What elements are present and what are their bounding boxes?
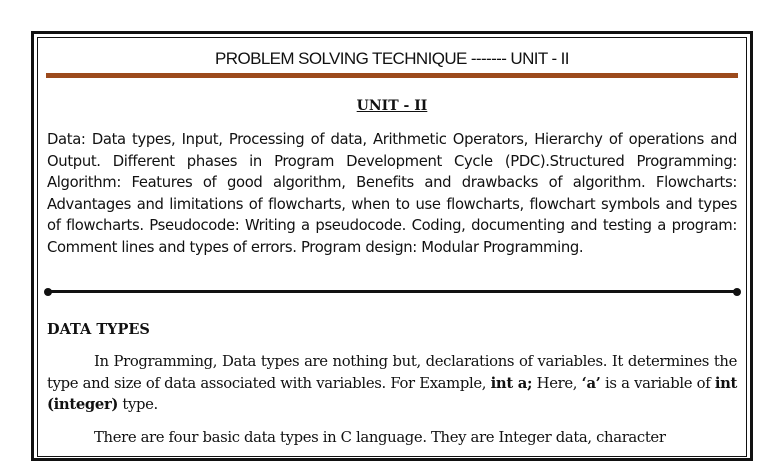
para-text: Here, xyxy=(536,374,578,392)
basic-types-paragraph: There are four basic data types in C language. They are Integer data, character xyxy=(94,429,666,446)
syllabus-paragraph: Data: Data types, Input, Processing of data, Arithmetic Operators, Hierarchy of operations and Output. Different phases in Program Development Cycle (PDC).Structured Programming: Algorithm: Features of good algorithm, Benefits and drawbacks of algorithm. Flowcharts: Advantages and limitations of flowcharts, when to use flowcharts, flowchart symbols and types of flowcharts. Pseudocode: Writing a pseudocode. Coding, documenting and testing a program: Comment lines and types of errors. Program design: Modular Programming. xyxy=(47,131,737,256)
code-example: int a; xyxy=(490,374,533,392)
section-divider xyxy=(49,290,737,293)
para-text: In Programming, Data types are nothing but, declarations of variables. It determines the type and size of data associated with variables. For Example, xyxy=(47,353,737,392)
header-rule xyxy=(46,73,738,78)
page-header-title: PROBLEM SOLVING TECHNIQUE ------- UNIT - II xyxy=(215,49,569,68)
data-types-paragraph xyxy=(47,351,737,416)
divider-end-dot-right xyxy=(733,288,741,296)
section-heading: DATA TYPES xyxy=(47,321,150,338)
para-text: is a variable of xyxy=(605,374,711,392)
variable-name: ‘a’ xyxy=(581,374,601,392)
type-name: int (integer) xyxy=(47,374,738,413)
para-text: type. xyxy=(122,396,158,413)
unit-heading: UNIT - II xyxy=(356,98,428,114)
